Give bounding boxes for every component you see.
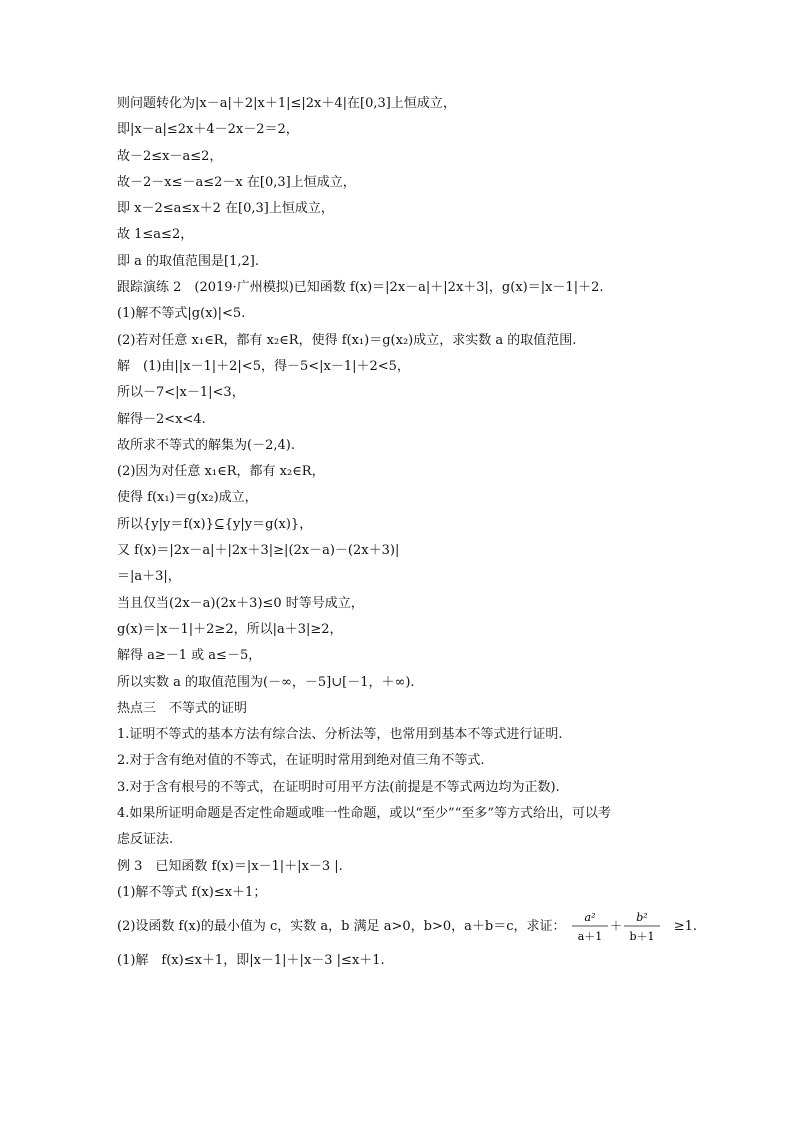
text-line: (1)解不等式|g(x)|<5. bbox=[117, 306, 246, 322]
section-heading: 热点三 不等式的证明 bbox=[117, 700, 248, 716]
text-line: 即|x－a|≤2x＋4－2x－2＝2， bbox=[117, 122, 299, 138]
plus-sign: ＋ bbox=[609, 918, 622, 933]
text-line: 3.对于含有根号的不等式，在证明时可用平方法(前提是不等式两边均为正数). bbox=[117, 779, 560, 795]
text-line: 使得 f(x₁)＝g(x₂)成立， bbox=[117, 490, 258, 506]
fraction1-denominator: a＋1 bbox=[577, 929, 602, 943]
document-page bbox=[117, 91, 698, 975]
fraction2-denominator: b＋1 bbox=[629, 929, 655, 943]
text-line: g(x)＝|x－1|＋2≥2，所以|a＋3|≥2， bbox=[117, 621, 343, 637]
text-line: 故 1≤a≤2， bbox=[117, 227, 194, 243]
example-part2-line bbox=[117, 906, 698, 948]
text-line: 2.对于含有绝对值的不等式，在证明时常用到绝对值三角不等式. bbox=[117, 753, 485, 769]
text-line: (1)解不等式 f(x)≤x＋1； bbox=[117, 884, 267, 900]
text-line: 又 f(x)＝|2x－a|＋|2x＋3|≥|(2x－a)－(2x＋3)| bbox=[117, 543, 400, 559]
text-line: 即 x－2≤a≤x＋2 在[0,3]上恒成立， bbox=[117, 201, 334, 217]
example-part2-text: (2)设函数 f(x)的最小值为 c，实数 a，b 满足 a>0，b>0，a＋b＝c，求证： bbox=[117, 919, 566, 935]
solution-line: 解 (1)由||x－1|＋2|<5，得－5<|x－1|＋2<5， bbox=[117, 358, 410, 374]
text-line: 4.如果所证明命题是否定性命题或唯一性命题，或以“至少”“至多”等方式给出，可以考 bbox=[117, 806, 611, 822]
text-line: (2)因为对任意 x₁∈R，都有 x₂∈R， bbox=[117, 464, 325, 480]
example-heading: 例 3 已知函数 f(x)＝|x－1|＋|x－3 |. bbox=[117, 858, 343, 874]
text-line: 故所求不等式的解集为(－2,4). bbox=[117, 437, 295, 453]
fraction-expression bbox=[570, 908, 670, 946]
text-line: 所以－7<|x－1|<3， bbox=[117, 385, 245, 401]
text-line: 故－2≤x－a≤2， bbox=[117, 148, 223, 164]
text-line: 故－2－x≤－a≤2－x 在[0,3]上恒成立， bbox=[117, 174, 356, 190]
text-line: 解得－2<x<4. bbox=[117, 411, 206, 427]
solution-line: (1)解 f(x)≤x＋1，即|x－1|＋|x－3 |≤x＋1. bbox=[117, 953, 385, 969]
text-line: 所以{y|y＝f(x)}⊆{y|y＝g(x)}， bbox=[117, 516, 313, 532]
text-line: 当且仅当(2x－a)(2x＋3)≤0 时等号成立， bbox=[117, 595, 364, 611]
example-part2-tail: ≥1. bbox=[673, 919, 698, 935]
text-line: 1.证明不等式的基本方法有综合法、分析法等，也常用到基本不等式进行证明. bbox=[117, 727, 563, 743]
text-line: 所以实数 a 的取值范围为(－∞，－5]∪[－1，＋∞). bbox=[117, 674, 415, 690]
text-line: 虑反证法. bbox=[117, 832, 174, 848]
text-line: (2)若对任意 x₁∈R，都有 x₂∈R，使得 f(x₁)＝g(x₂)成立，求实数 a 的取值范围. bbox=[117, 332, 577, 348]
fraction2-numerator: b² bbox=[635, 910, 648, 924]
exercise-heading: 跟踪演练 2 (2019·广州模拟)已知函数 f(x)＝|2x－a|＋|2x＋3|，g(x)＝|x－1|＋2. bbox=[117, 280, 604, 296]
fraction1-numerator: a² bbox=[584, 910, 596, 924]
text-line: 解得 a≥－1 或 a≤－5， bbox=[117, 648, 262, 664]
text-line: ＝|a＋3|， bbox=[117, 569, 181, 585]
text-line: 则问题转化为|x－a|＋2|x＋1|≤|2x＋4|在[0,3]上恒成立， bbox=[117, 96, 456, 111]
text-line: 即 a 的取值范围是[1,2]. bbox=[117, 253, 259, 269]
